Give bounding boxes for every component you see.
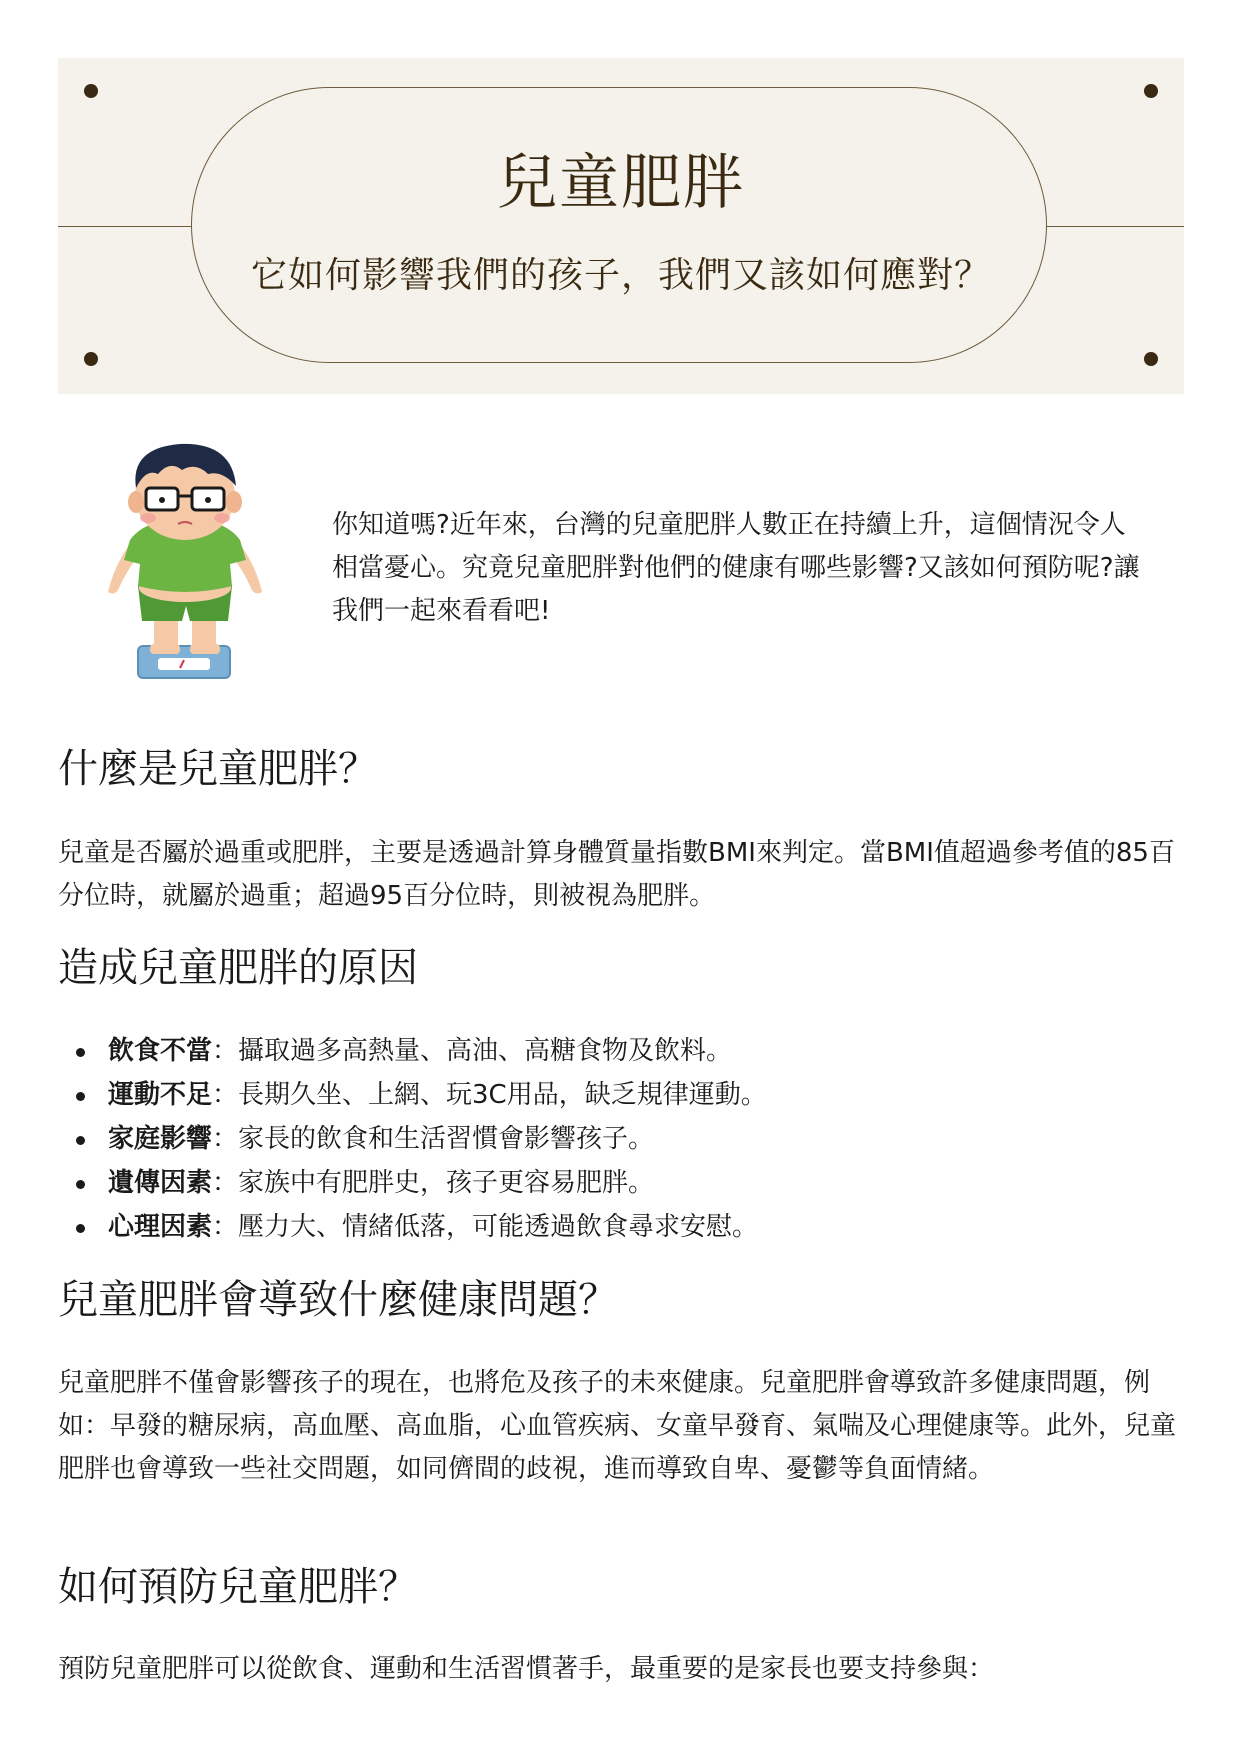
heading-causes: 造成兒童肥胖的原因 (58, 945, 418, 991)
list-item (58, 1205, 1158, 1249)
overweight-child-illustration (100, 436, 270, 682)
cause-desc: ：壓力大、情緒低落，可能透過飲食尋求安慰。 (212, 1212, 759, 1242)
corner-dot-bottom-left (84, 352, 98, 366)
corner-dot-top-left (84, 84, 98, 98)
cause-term: 家庭影響 (108, 1124, 213, 1154)
page-subtitle: 它如何影響我們的孩子，我們又該如何應對？ (250, 255, 991, 296)
bullet-icon (76, 1048, 85, 1057)
cause-term: 心理因素 (108, 1212, 213, 1242)
bullet-icon (76, 1224, 85, 1233)
cause-term: 遺傳因素 (108, 1168, 213, 1198)
header-banner (58, 58, 1184, 394)
cause-desc: ：家長的飲食和生活習慣會影響孩子。 (212, 1124, 655, 1154)
bullet-icon (76, 1136, 85, 1145)
page-title: 兒童肥胖 (497, 148, 745, 218)
cause-desc: ：家族中有肥胖史，孩子更容易肥胖。 (212, 1168, 655, 1198)
cause-desc: ：攝取過多高熱量、高油、高糖食物及飲料。 (212, 1036, 733, 1066)
causes-list (58, 1029, 1158, 1249)
cause-term: 飲食不當 (108, 1036, 213, 1066)
bullet-icon (76, 1092, 85, 1101)
heading-what-is: 什麼是兒童肥胖？ (58, 746, 378, 792)
list-item (58, 1073, 1158, 1117)
paragraph-health-problems: 兒童肥胖不僅會影響孩子的現在，也將危及孩子的未來健康。兒童肥胖會導致許多健康問題，例如：早發的糖尿病，高血壓、高血脂，心血管疾病、女童早發育、氣喘及心理健康等。此外，兒童肥胖也會導致一些社交問題，如同儕間的歧視，進而導致自卑、憂鬱等負面情緒。 (58, 1368, 1177, 1484)
intro-paragraph: 你知道嗎?近年來，台灣的兒童肥胖人數正在持續上升，這個情況令人相當憂心。究竟兒童肥胖對他們的健康有哪些影響?又該如何預防呢?讓我們一起來看看吧! (332, 510, 1140, 626)
header-line-right (1043, 226, 1184, 227)
corner-dot-bottom-right (1144, 352, 1158, 366)
heading-health-problems: 兒童肥胖會導致什麼健康問題？ (58, 1277, 618, 1323)
paragraph-what-is: 兒童是否屬於過重或肥胖，主要是透過計算身體質量指數BMI來判定。當BMI值超過參考值的85百分位時，就屬於過重；超過95百分位時，則被視為肥胖。 (58, 838, 1175, 911)
cause-desc: ：長期久坐、上網、玩3C用品，缺乏規律運動。 (212, 1080, 767, 1110)
list-item (58, 1161, 1158, 1205)
list-item (58, 1117, 1158, 1161)
corner-dot-top-right (1144, 84, 1158, 98)
heading-prevention: 如何預防兒童肥胖？ (58, 1564, 418, 1610)
list-item (58, 1029, 1158, 1073)
title-frame (191, 87, 1047, 363)
bullet-icon (76, 1180, 85, 1189)
cause-term: 運動不足 (108, 1080, 213, 1110)
paragraph-prevention: 預防兒童肥胖可以從飲食、運動和生活習慣著手，最重要的是家長也要支持參與： (58, 1654, 995, 1684)
header-line-left (58, 226, 198, 227)
